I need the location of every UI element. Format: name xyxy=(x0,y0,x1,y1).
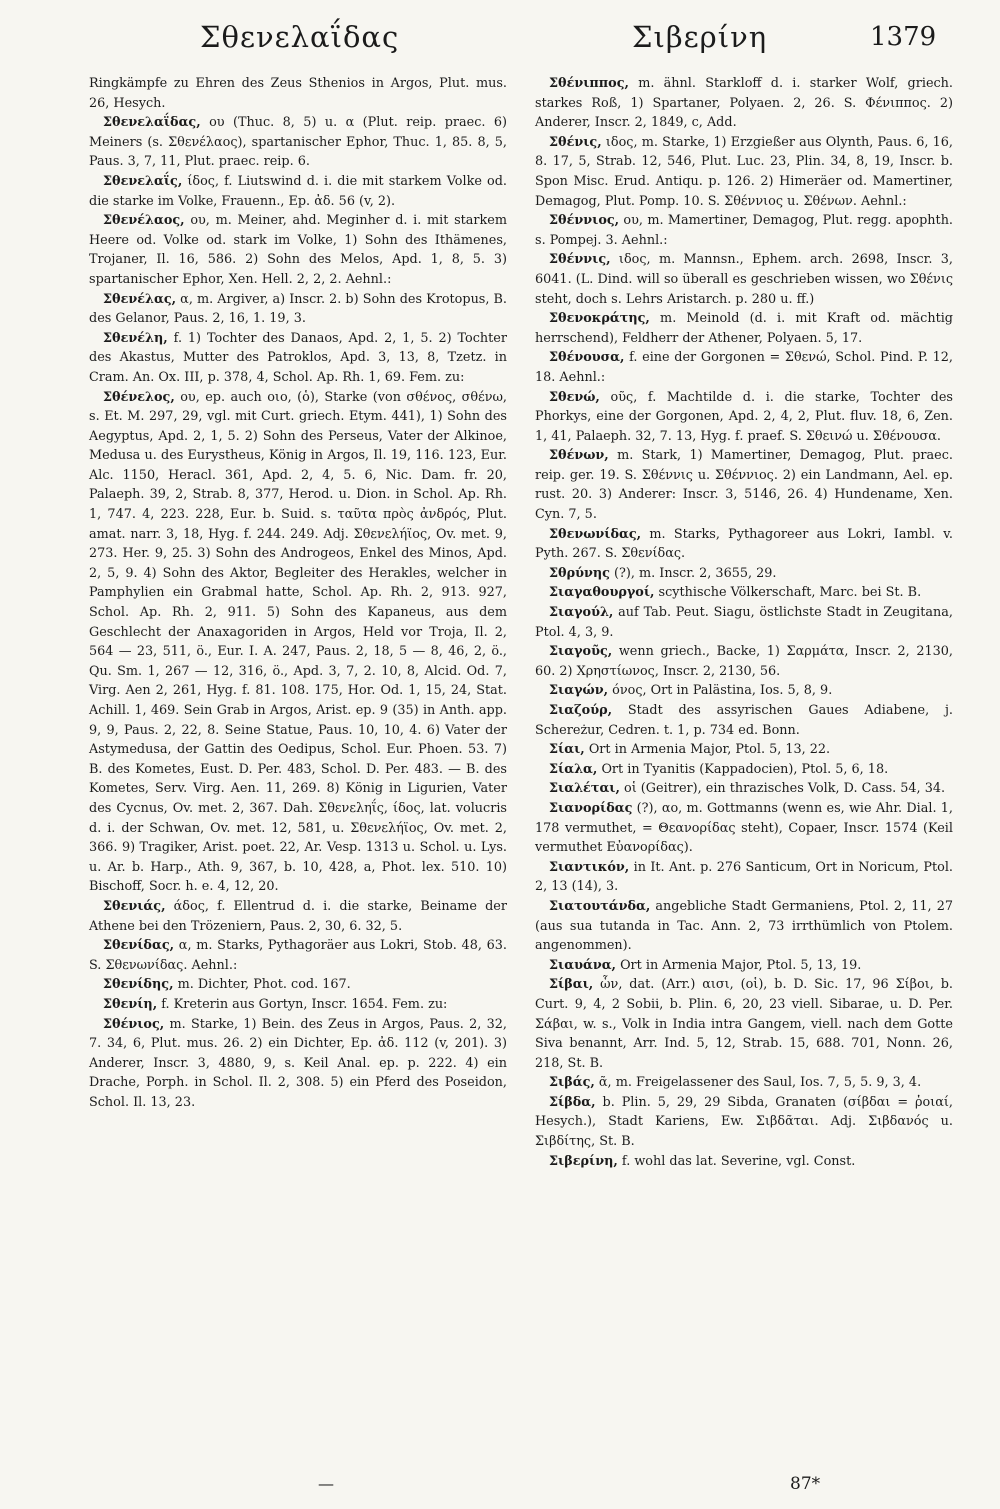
dictionary-entry xyxy=(89,897,507,936)
dictionary-entry xyxy=(535,564,953,584)
headword: Σιαυάνα, xyxy=(549,957,616,973)
dictionary-entry xyxy=(535,309,953,348)
dictionary-entry xyxy=(535,348,953,387)
dictionary-entry xyxy=(89,388,507,897)
dictionary-entry xyxy=(89,995,507,1015)
entry-text: ου (Thuc. 8, 5) u. α (Plut. reip. praec. 6) Meiners (s. Σθενέλαος), spartanischer Ephor, Thuc. 1, 85. 8, 5, Paus. 3, 7, 11, Plut. praec. reip. 6. xyxy=(89,115,507,170)
headword: Σιαγούλ, xyxy=(549,605,614,621)
page-number: 1379 xyxy=(870,22,937,52)
headword: Σίβδα, xyxy=(549,1094,596,1110)
headword: Σθενέλη, xyxy=(103,330,168,346)
headword: Σιατουτάνδα, xyxy=(549,898,651,914)
entry-text: f. 1) Tochter des Danaos, Apd. 2, 1, 5. 2) Tochter des Akastus, Mutter des Patroklos, Apd. 3, 13, 8, Tzetz. in Cram. An. Ox. III, p. 378, 4, Schol. Ap. Rh. 1, 69. Fem. zu: xyxy=(89,330,507,385)
headword: Σθενίη, xyxy=(103,996,158,1012)
headword: Σιαζούρ, xyxy=(549,703,613,718)
headword: Σθενέλαος, xyxy=(103,213,185,229)
dictionary-entry xyxy=(89,936,507,975)
dictionary-entry xyxy=(89,1015,507,1113)
entry-text: Stadt des assyrischen Gaues Adiabene, j. Schereżur, Cedren. t. 1, p. 734 ed. Bonn. xyxy=(535,703,953,738)
dictionary-entry xyxy=(535,701,953,740)
headword: Σθενελαΐς, xyxy=(103,173,183,189)
headword: Σθένελος, xyxy=(103,389,175,405)
dictionary-entry xyxy=(535,642,953,681)
entry-text: scythische Völkerschaft, Marc. bei St. B. xyxy=(654,585,922,601)
entry-text: f. Kreterin aus Gortyn, Inscr. 1654. Fem. zu: xyxy=(157,996,448,1012)
headword: Σιαγαθουργοί, xyxy=(549,585,655,601)
dictionary-entry xyxy=(535,779,953,799)
dictionary-entry xyxy=(535,446,953,524)
headword: Σθενελαΐδας, xyxy=(103,115,201,131)
dictionary-entry xyxy=(535,211,953,250)
headword: Σιαγών, xyxy=(549,683,609,699)
headword: Σιανορίδας xyxy=(549,800,633,816)
dictionary-entry xyxy=(89,211,507,289)
headword: Σιβερίνη, xyxy=(549,1153,618,1169)
right-column xyxy=(535,74,953,1171)
entry-text: ιδος, m. Starke, 1) Erzgießer aus Olynth, Paus. 6, 16, 8. 17, 5, Strab. 12, 546, Plut. Luc. 23, Plin. 34, 8, 19, Inscr. b. Spon Misc. Erud. Antiqu. p. 126. 2) Himeräer od. Mamertiner, Demagog, Plut. Pomp. 10. S. Σθέννιος u. Σθένων. Aehnl.: xyxy=(535,134,953,209)
entry-text: ιδος, m. Mannsn., Ephem. arch. 2698, Inscr. 3, 6041. (L. Dind. will so überall es geschrieben wissen, wo Σθένις steht, doch s. Lehrs Aristarch. p. 280 u. ff.) xyxy=(535,252,953,307)
dictionary-entry xyxy=(535,388,953,447)
headword: Σθενέλας, xyxy=(103,291,177,307)
entry-text: όνος, Ort in Palästina, Ios. 5, 8, 9. xyxy=(608,683,833,699)
entry-text: m. Starks, Pythagoreer aus Lokri, Iambl. v. Pyth. 267. S. Σθενίδας. xyxy=(535,526,953,562)
entry-text: wenn griech., Backe, 1) Σαρμάτα, Inscr. 2, 2130, 60. 2) Χρηστίωνος, Inscr. 2, 2130, 56. xyxy=(535,644,953,679)
dictionary-entry xyxy=(535,1152,953,1172)
entry-text: οῦς, f. Machtilde d. i. die starke, Tochter des Phorkys, eine der Gorgonen, Apd. 2, 4, 2, Plut. fluv. 18, 6, Zen. 1, 41, Palaeph. 32, 7. 13, Hyg. f. praef. S. Σθεινώ u. Σθένουσα. xyxy=(535,389,953,444)
entry-text: f. wohl das lat. Severine, vgl. Const. xyxy=(617,1153,856,1169)
entry-text: auf Tab. Peut. Siagu, östlichste Stadt in Zeugitana, Ptol. 4, 3, 9. xyxy=(535,605,953,640)
entry-text: ου, m. Meiner, ahd. Meginher d. i. mit starkem Heere od. Volke od. stark im Volke, 1) Sohn des Ithämenes, Trojaner, Il. 16, 586. 2) Sohn des Melos, Apd. 1, 8, 5. 3) spartanischer Ephor, Xen. Hell. 2, 2, 2. Aehnl.: xyxy=(89,213,507,287)
entry-text: Ort in Tyanitis (Kappadocien), Ptol. 5, 6, 18. xyxy=(597,761,889,777)
dictionary-entry xyxy=(89,74,507,113)
headword: Σθενωνίδας, xyxy=(549,526,642,542)
entry-text: Ort in Armenia Major, Ptol. 5, 13, 22. xyxy=(584,742,831,758)
headword: Σθένις, xyxy=(549,134,602,150)
headword: Σίαλα, xyxy=(549,761,598,777)
headword: Σθέννις, xyxy=(549,252,611,268)
dictionary-entry xyxy=(535,956,953,976)
dictionary-entry xyxy=(535,799,953,858)
dictionary-entry xyxy=(535,858,953,897)
dictionary-entry xyxy=(535,525,953,564)
headword: Σθενίδας, xyxy=(103,938,175,954)
headword: Σιαγοῦς, xyxy=(549,644,613,660)
entry-text: άδος, f. Ellentrud d. i. die starke, Beiname der Athene bei den Trözeniern, Paus. 2, 30, 6. 32, 5. xyxy=(89,898,507,934)
entry-text: Ort in Armenia Major, Ptol. 5, 13, 19. xyxy=(616,957,862,973)
entry-text: f. eine der Gorgonen = Σθενώ, Schol. Pind. P. 12, 18. Aehnl.: xyxy=(535,350,953,385)
entry-text: m. Dichter, Phot. cod. 167. xyxy=(173,977,351,993)
entry-text: οἱ (Geitrer), ein thrazisches Volk, D. Cass. 54, 34. xyxy=(619,781,946,797)
dictionary-entry xyxy=(89,172,507,211)
headword: Σθένων, xyxy=(549,448,609,464)
dictionary-entry xyxy=(535,740,953,760)
dictionary-entry xyxy=(535,897,953,956)
footer-dash: — xyxy=(318,1474,334,1493)
dictionary-entry xyxy=(535,583,953,603)
dictionary-entry xyxy=(535,681,953,701)
running-head-right: Σιβερίνη xyxy=(632,20,768,54)
headword: Σθενοκράτης, xyxy=(549,311,650,327)
dictionary-entry xyxy=(535,603,953,642)
dictionary-entry xyxy=(535,74,953,133)
dictionary-entry xyxy=(89,329,507,388)
entry-text: ου, ep. auch οιο, (ὁ), Starke (von σθένος, σθένω, s. Et. M. 297, 29, vgl. mit Curt. griech. Etym. 441), 1) Sohn des Aegyptus, Apd. 2, 1, 5. 2) Sohn des Perseus, Vater der Alkinoe, Medusa u. des Eurystheus, König in Argos, Il. 19, 116. 123, Eur. Alc. 1150, Heracl. 361, Apd. 2, 4, 5. 6, Nic. Dam. fr. 20, Palaeph. 39, 2, Strab. 8, 377, Herod. u. Dion. in Schol. Ap. Rh. 1, 747. 4, 223. 228, Eur. b. Suid. s. ταῦτα πρὸς ἀνδρός, Plut. amat. narr. 3, 18, Hyg. f. 244. 249. Adj. Σθενελήϊος, Ov. met. 9, 273. Her. 9, 25. 3) Sohn des Androgeos, Enkel des Minos, Apd. 2, 5, 9. 4) Sohn des Aktor, Begleiter des Herakles, welcher in Pamphylien ein Grabmal hatte, Schol. Ap. Rh. 2, 913. 927, Schol. Ap. Rh. 2, 911. 5) Sohn des Kapaneus, aus dem Geschlecht der Anaxagoriden in Argos, Held vor Troja, Il. 2, 564 — 23, 511, ö., Eur. I. A. 247, Paus. 2, 18, 5 — 8, 46, 2, ö., Qu. Sm. 1, 267 — 12, 316, ö., Apd. 3, 7, 2. 10, 8, Alcid. Od. 7, Virg. Aen 2, 261, Hyg. f. 81. 108. 175, Hor. Od. 1, 15, 24, Stat. Achill. 1, 469. Sein Grab in Argos, Arist. ep. 9 (35) in Anth. app. 9, 9, Paus. 2, 22, 8. Seine Statue, Paus. 10, 10, 4. 6) Vater der Astymedusa, der Gattin des Oedipus, Schol. Eur. Phoen. 53. 7) B. des Kometes, Eust. D. Per. 483, Schol. D. Per. 483. — B. des Kometes, Serv. Virg. Aen. 11, 269. 8) König in Ligurien, Vater des Cycnus, Ov. met. 2, 367. Dah. Σθενεληΐς, ίδος, lat. volucris d. i. der Schwan, Ov. met. 12, 581, u. Σθενελήϊος, Ov. met. 2, 366. 9) Tragiker, Arist. poet. 22, Ar. Vesp. 1313 u. Schol. u. Lys. u. Ar. b. Harp., Ath. 9, 367, b. 10, 428, a, Phot. lex. 510. 10) Bischoff, Socr. h. e. 4, 12, 20. xyxy=(89,389,507,895)
entry-text: b. Plin. 5, 29, 29 Sibda, Granaten (σίβδαι = ῥοιαί, Hesych.), Stadt Kariens, Ew. Σιβδᾶται. Adj. Σιβδανός u. Σιβδίτης, St. B. xyxy=(535,1094,953,1150)
headword: Σιαλέται, xyxy=(549,781,620,797)
headword: Σιαντικόν, xyxy=(549,859,630,875)
dictionary-entry xyxy=(535,1073,953,1093)
entry-text: (?), m. Inscr. 2, 3655, 29. xyxy=(609,565,777,581)
headword: Σίβαι, xyxy=(549,977,594,993)
dictionary-entry xyxy=(535,250,953,309)
headword: Σίαι, xyxy=(549,742,585,758)
entry-text: ὧν, dat. (Arr.) αισι, (οἱ), b. D. Sic. 17, 96 Σίβοι, b. Curt. 9, 4, 2 Sobii, b. Plin. 6, 20, 23 viell. Sibarae, u. D. Per. Σάβαι, w. s., Volk in India intra Gangem, viell. nach dem Gotte Siva benannt, Arr. Ind. 5, 12, Strab. 15, 688. 701, Nonn. 26, 218, St. B. xyxy=(535,977,953,1071)
headword: Σθενίδης, xyxy=(103,977,174,993)
dictionary-entry xyxy=(535,1093,953,1152)
headword: Σθενιάς, xyxy=(103,898,166,914)
dictionary-entry xyxy=(89,113,507,172)
dictionary-entry xyxy=(89,975,507,995)
entry-text: ίδος, f. Liutswind d. i. die mit starkem Volke od. die starke im Volke, Frauenn., Ep. ἀδ. 56 (v, 2). xyxy=(89,173,507,209)
entry-text: m. ähnl. Starkloff d. i. starker Wolf, griech. starkes Roß, 1) Spartaner, Polyaen. 2, 26. S. Φένιππος. 2) Anderer, Inscr. 2, 1849, c, Add. xyxy=(535,76,953,131)
entry-text: (?), αο, m. Gottmanns (wenn es, wie Ahr. Dial. 1, 178 vermuthet, = Θεανορίδας steht), Copaer, Inscr. 1574 (Keil vermuthet Εὐανορίδας). xyxy=(535,800,953,856)
headword: Σθενώ, xyxy=(549,389,600,405)
entry-text: α, m. Starks, Pythagoräer aus Lokri, Stob. 48, 63. S. Σθενωνίδας. Aehnl.: xyxy=(89,938,507,973)
headword: Σθένουσα, xyxy=(549,350,625,366)
running-head-left: Σθενελαΐδας xyxy=(200,20,400,54)
dictionary-entry xyxy=(535,975,953,1073)
headword: Σθένιος, xyxy=(103,1016,165,1032)
dictionary-entry xyxy=(535,133,953,211)
entry-text: ου, m. Mamertiner, Demagog, Plut. regg. apophth. s. Pompej. 3. Aehnl.: xyxy=(535,213,953,248)
page-header xyxy=(0,14,1000,62)
headword: Σθέννιος, xyxy=(549,213,620,229)
dictionary-entry xyxy=(535,760,953,780)
entry-text: α, m. Argiver, a) Inscr. 2. b) Sohn des Krotopus, B. des Gelanor, Paus. 2, 16, 1. 19, 3. xyxy=(89,291,507,327)
entry-text: m. Meinold (d. i. mit Kraft od. mächtig herrschend), Feldherr der Athener, Polyaen. 5, 17. xyxy=(535,311,953,346)
entry-text: Ringkämpfe zu Ehren des Zeus Sthenios in Argos, Plut. mus. 26, Hesych. xyxy=(89,76,507,111)
entry-text: ᾶ, m. Freigelassener des Saul, Ios. 7, 5, 5. 9, 3, 4. xyxy=(594,1075,922,1091)
entry-text: in It. Ant. p. 276 Santicum, Ort in Noricum, Ptol. 2, 13 (14), 3. xyxy=(535,859,953,895)
entry-text: m. Starke, 1) Bein. des Zeus in Argos, Paus. 2, 32, 7. 34, 6, Plut. mus. 26. 2) ein Dichter, Ep. ἀδ. 112 (v, 201). 3) Anderer, Inscr. 3, 4880, 9, s. Keil Anal. ep. p. 222. 4) ein Drache, Porph. in Schol. Il. 2, 308. 5) ein Pferd des Poseidon, Schol. Il. 13, 23. xyxy=(89,1016,507,1110)
entry-text: m. Stark, 1) Mamertiner, Demagog, Plut. praec. reip. ger. 19. S. Σθέννις u. Σθέννιος. 2) ein Landmann, Ael. ep. rust. 20. 3) Anderer: Inscr. 3, 5146, 26. 4) Hundename, Xen. Cyn. 7, 5. xyxy=(535,448,953,523)
entry-text: angebliche Stadt Germaniens, Ptol. 2, 11, 27 (aus sua tutanda in Tac. Ann. 2, 73 irrthümlich von Ptolem. angenommen). xyxy=(535,898,953,954)
dictionary-entry xyxy=(89,290,507,329)
left-column xyxy=(89,74,507,1112)
headword: Σθένιππος, xyxy=(549,76,629,91)
headword: Σθρύνης xyxy=(549,565,610,581)
headword: Σιβάς, xyxy=(549,1075,595,1091)
signature-mark: 87* xyxy=(790,1474,821,1494)
